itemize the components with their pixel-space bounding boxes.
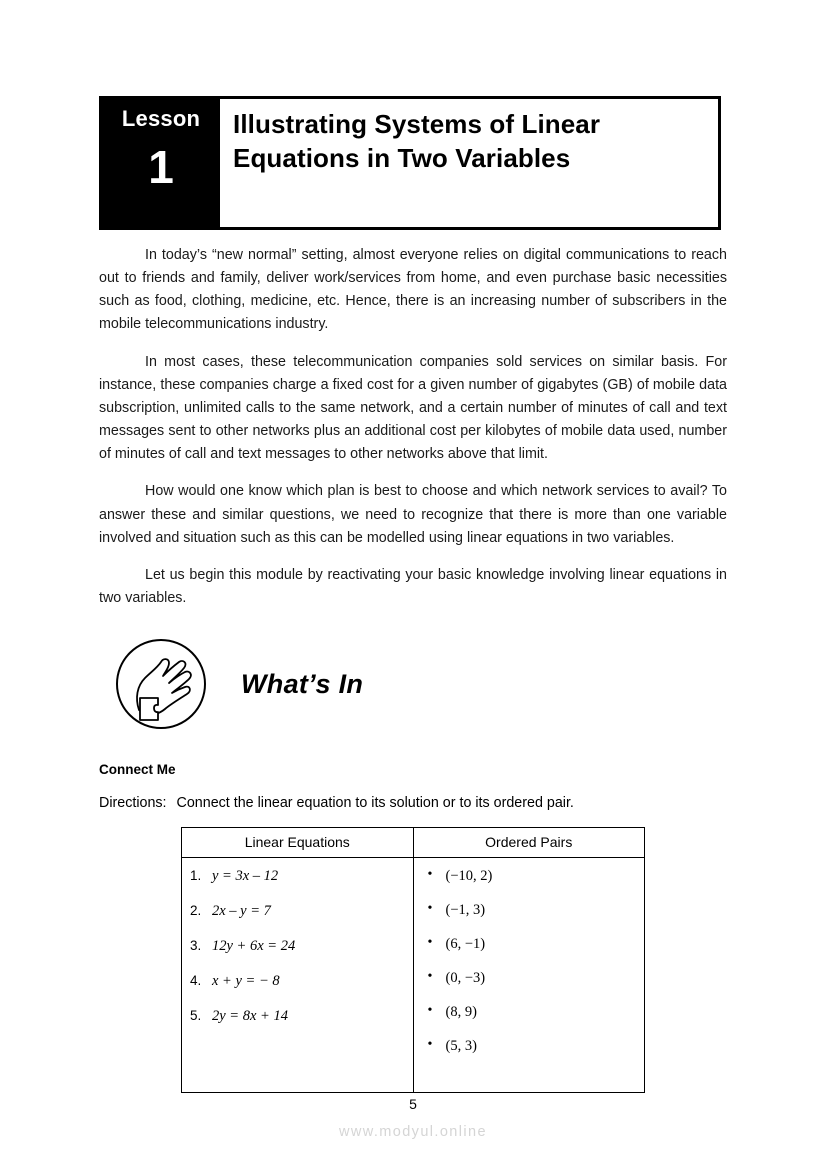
equation-text: y = 3x – 12 bbox=[212, 868, 279, 885]
lesson-tag bbox=[102, 99, 220, 227]
list-item bbox=[212, 1008, 413, 1025]
watermark: www.modyul.online bbox=[339, 1124, 487, 1140]
intro-paragraph-4: Let us begin this module by reactivating your basic knowledge involving linear equations in two variables. bbox=[99, 566, 727, 607]
lesson-tag-number: 1 bbox=[148, 141, 174, 194]
lesson-tag-word: Lesson bbox=[121, 106, 201, 131]
equation-text: x + y = − 8 bbox=[212, 973, 280, 990]
activity-title: Connect Me bbox=[99, 762, 176, 778]
intro-paragraph-3: How would one know which plan is best to choose and which network services to avail? To answer these and similar questions, we need to recognize that there is more than one variable involved and situation such as this can be modelled using linear equations in two variables. bbox=[99, 483, 727, 546]
directions-text: Connect the linear equation to its solution or to its ordered pair. bbox=[176, 795, 574, 812]
column-header-ordered-pairs: Ordered Pairs bbox=[413, 828, 645, 858]
list-item bbox=[212, 868, 413, 885]
list-item: • (−10, 2) bbox=[446, 868, 645, 885]
page-number: 5 bbox=[409, 1096, 417, 1112]
list-item bbox=[212, 938, 413, 955]
intro-paragraph-1: In today’s “new normal” setting, almost everyone relies on digital communications to reach out to friends and family, deliver work/services from home, and even purchase basic necessities such as food, clothing, medicine, etc. Hence, there is an increasing number of subscribers in the mobile telecommunications industry. bbox=[99, 247, 727, 333]
page-content bbox=[99, 96, 727, 1093]
list-item: • (−1, 3) bbox=[446, 902, 645, 919]
list-item bbox=[212, 973, 413, 990]
list-item: • (0, −3) bbox=[446, 970, 645, 987]
table-body-row bbox=[182, 858, 645, 1093]
hand-puzzle-icon bbox=[113, 636, 209, 732]
lesson-banner bbox=[99, 96, 721, 230]
directions-label: Directions: bbox=[99, 795, 167, 812]
equation-text: 2y = 8x + 14 bbox=[212, 1008, 288, 1025]
activity-directions bbox=[99, 795, 727, 811]
linear-equations-cell bbox=[182, 858, 414, 1093]
table-header-row bbox=[182, 828, 645, 858]
intro-paragraph-2: In most cases, these telecommunication companies sold services on similar basis. For instance, these companies charge a fixed cost for a given number of gigabytes (GB) of mobile data subscription, unlimited calls to the same network, and a certain number of minutes of call and text messages sent to other networks plus an additional cost per kilobytes of mobile data used, number of minutes of call and text messages to other networks above that limit. bbox=[99, 353, 727, 463]
list-item bbox=[212, 903, 413, 920]
section-heading: What’s In bbox=[241, 668, 364, 699]
list-item: • (6, −1) bbox=[446, 936, 645, 953]
list-item: • (5, 3) bbox=[446, 1038, 645, 1055]
equation-list bbox=[182, 868, 413, 1025]
matching-table bbox=[181, 827, 645, 1093]
ordered-pair-list bbox=[414, 868, 645, 1055]
lesson-title: Illustrating Systems of Linear Equations in Two Variables bbox=[233, 109, 601, 173]
list-item: • (8, 9) bbox=[446, 1004, 645, 1021]
column-header-linear-equations: Linear Equations bbox=[182, 828, 414, 858]
ordered-pairs-cell bbox=[413, 858, 645, 1093]
equation-text: 12y + 6x = 24 bbox=[212, 938, 296, 955]
equation-text: 2x – y = 7 bbox=[212, 903, 271, 920]
whats-in-section-header bbox=[99, 636, 727, 732]
